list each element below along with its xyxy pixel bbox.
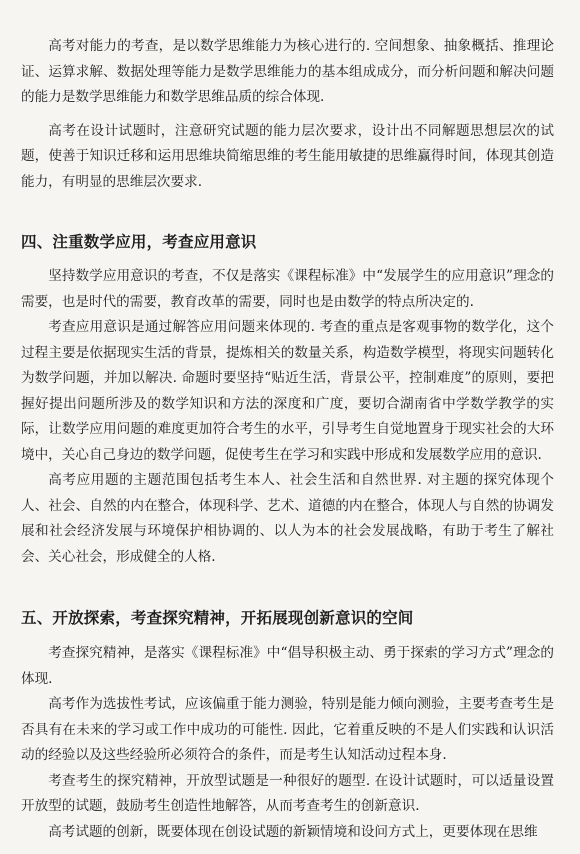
section-5-heading: 五、开放探索，考查探究精神，开拓展现创新意识的空间	[21, 609, 414, 627]
intro-paragraph-2: 高考在设计试题时，注意研究试题的能力层次要求，设计出不同解题思想层次的试题，使善于知识迁移和运用思维块简缩思维的考生能用敏捷的思维赢得时间，体现其创造能力，有明显的思维层次要求.	[21, 122, 554, 190]
section-5-paragraph-4: 高考试题的创新，既要体现在创设试题的新颖情境和设问方式上，更要体现在思维	[48, 823, 538, 840]
section-4-heading: 四、注重数学应用，考查应用意识	[21, 233, 257, 251]
section-4-paragraph-2: 考查应用意识是通过解答应用问题来体现的. 考查的重点是客观事物的数学化，这个过程主要是依据现实生活的背景，提炼相关的数量关系，构造数学模型，将现实问题转化为数学问题，并加以解决. 命题时要坚持“贴近生活，背景公平，控制难度”的原则，要把握好提出问题所涉及的数学知识和方法的深度和广度，要切合湖南省中学数学教学的实际，让数学应用问题的难度更加符合考生的水平，引导考生自觉地置身于现实社会的大环境中，关心自己身边的数学问题，促使考生在学习和实践中形成和发展数学应用的意识.	[21, 319, 554, 463]
section-4-paragraph-3: 高考应用题的主题范围包括考生本人、社会生活和自然世界. 对主题的探究体现个人、社会、自然的内在整合，体现科学、艺术、道德的内在整合，体现人与自然的协调发展和社会经济发展与环境保护相协调的、以人为本的社会发展战略，有助于考生了解社会、关心社会，形成健全的人格.	[21, 472, 554, 565]
section-5-paragraph-1: 考查探究精神，是落实《课程标准》中“倡导积极主动、勇于探索的学习方式”理念的体现.	[21, 645, 554, 687]
intro-paragraph-1: 高考对能力的考查，是以数学思维能力为核心进行的. 空间想象、抽象概括、推理论证、运算求解、数据处理等能力是数学思维能力的基本组成成分，而分析问题和解决问题的能力是数学思维能力和数学思维品质的综合体现.	[21, 38, 554, 105]
section-5-paragraph-2: 高考作为选拔性考试，应该偏重于能力测验，特别是能力倾向测验，主要考查考生是否具有在未来的学习或工作中成功的可能性. 因此，它着重反映的不是人们实践和认识活动的经验以及这些经验所必须符合的条件，而是考生认知活动过程本身.	[21, 696, 554, 763]
section-4-paragraph-1: 坚持数学应用意识的考查，不仅是落实《课程标准》中“发展学生的应用意识”理念的需要，也是时代的需要，教育改革的需要，同时也是由数学的特点所决定的.	[21, 268, 554, 310]
section-5-paragraph-3: 考查考生的探究精神，开放型试题是一种很好的题型. 在设计试题时，可以适量设置开放型的试题，鼓励考生创造性地解答，从而考查考生的创新意识.	[21, 772, 554, 814]
